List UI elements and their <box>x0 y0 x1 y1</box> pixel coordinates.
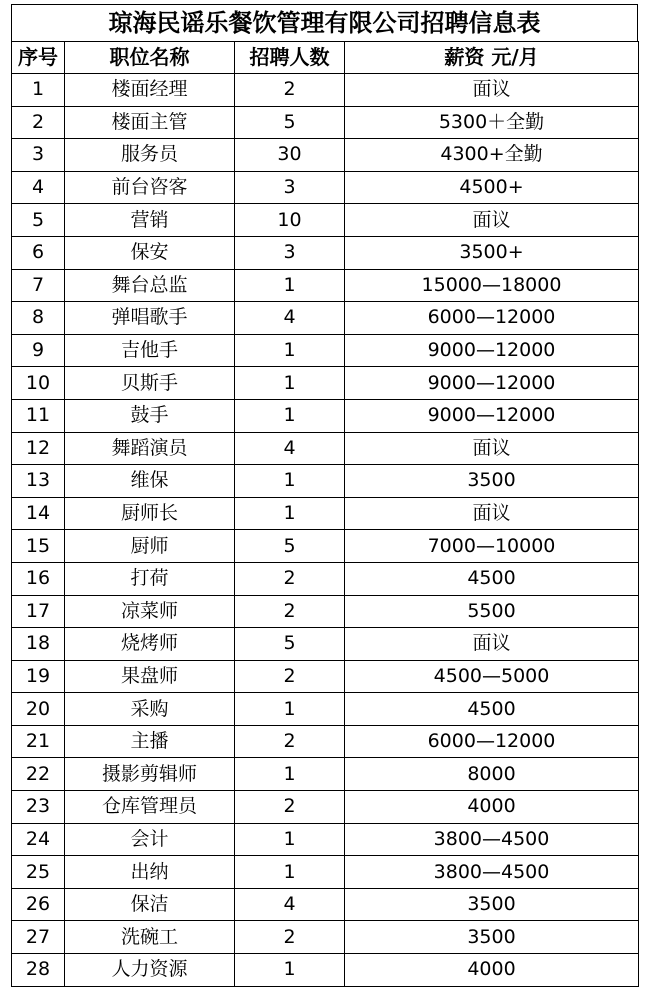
cell-salary: 6000—12000 <box>345 725 639 758</box>
cell-count: 1 <box>235 497 345 530</box>
cell-salary: 4500 <box>345 693 639 726</box>
sheet-title: 琼海民谣乐餐饮管理有限公司招聘信息表 <box>11 4 638 41</box>
cell-position: 舞蹈演员 <box>65 432 235 465</box>
cell-position: 楼面主管 <box>65 106 235 139</box>
table-row <box>12 530 639 563</box>
cell-count: 1 <box>235 399 345 432</box>
cell-position: 摄影剪辑师 <box>65 758 235 791</box>
cell-count: 2 <box>235 660 345 693</box>
cell-position: 会计 <box>65 823 235 856</box>
table-row <box>12 106 639 139</box>
cell-no: 15 <box>12 530 65 563</box>
cell-no: 21 <box>12 725 65 758</box>
cell-count: 30 <box>235 139 345 172</box>
cell-no: 9 <box>12 334 65 367</box>
cell-no: 8 <box>12 302 65 335</box>
table-row <box>12 888 639 921</box>
cell-no: 1 <box>12 74 65 107</box>
cell-position: 仓库管理员 <box>65 791 235 824</box>
cell-count: 5 <box>235 530 345 563</box>
cell-no: 3 <box>12 139 65 172</box>
header-salary: 薪资 元/月 <box>345 42 639 74</box>
cell-salary: 3800—4500 <box>345 856 639 889</box>
cell-count: 2 <box>235 791 345 824</box>
cell-position: 前台咨客 <box>65 171 235 204</box>
cell-no: 28 <box>12 954 65 987</box>
cell-position: 主播 <box>65 725 235 758</box>
cell-no: 26 <box>12 888 65 921</box>
cell-position: 厨师 <box>65 530 235 563</box>
table-row <box>12 367 639 400</box>
cell-count: 2 <box>235 725 345 758</box>
table-row <box>12 823 639 856</box>
table-row <box>12 139 639 172</box>
cell-no: 5 <box>12 204 65 237</box>
cell-position: 烧烤师 <box>65 628 235 661</box>
cell-salary: 4000 <box>345 954 639 987</box>
cell-no: 18 <box>12 628 65 661</box>
table-row <box>12 465 639 498</box>
recruitment-sheet <box>11 4 638 987</box>
cell-no: 17 <box>12 595 65 628</box>
cell-count: 4 <box>235 888 345 921</box>
cell-count: 3 <box>235 236 345 269</box>
table-row <box>12 921 639 954</box>
table-row <box>12 269 639 302</box>
cell-salary: 3500 <box>345 888 639 921</box>
cell-position: 果盘师 <box>65 660 235 693</box>
cell-position: 贝斯手 <box>65 367 235 400</box>
cell-position: 采购 <box>65 693 235 726</box>
cell-salary: 3800—4500 <box>345 823 639 856</box>
cell-no: 25 <box>12 856 65 889</box>
table-row <box>12 791 639 824</box>
cell-position: 人力资源 <box>65 954 235 987</box>
cell-position: 凉菜师 <box>65 595 235 628</box>
cell-salary: 5300＋全勤 <box>345 106 639 139</box>
cell-no: 14 <box>12 497 65 530</box>
table-row <box>12 497 639 530</box>
table-row <box>12 204 639 237</box>
cell-count: 1 <box>235 823 345 856</box>
cell-position: 舞台总监 <box>65 269 235 302</box>
cell-salary: 5500 <box>345 595 639 628</box>
table-row <box>12 334 639 367</box>
header-count: 招聘人数 <box>235 42 345 74</box>
cell-no: 2 <box>12 106 65 139</box>
cell-no: 19 <box>12 660 65 693</box>
cell-no: 11 <box>12 399 65 432</box>
table-row <box>12 74 639 107</box>
table-row <box>12 562 639 595</box>
cell-salary: 3500+ <box>345 236 639 269</box>
cell-salary: 4500+ <box>345 171 639 204</box>
header-position: 职位名称 <box>65 42 235 74</box>
cell-position: 洗碗工 <box>65 921 235 954</box>
table-row <box>12 954 639 987</box>
cell-no: 7 <box>12 269 65 302</box>
cell-salary: 面议 <box>345 628 639 661</box>
cell-salary: 面议 <box>345 432 639 465</box>
cell-salary: 面议 <box>345 497 639 530</box>
cell-count: 10 <box>235 204 345 237</box>
cell-salary: 6000—12000 <box>345 302 639 335</box>
cell-salary: 4000 <box>345 791 639 824</box>
cell-salary: 3500 <box>345 921 639 954</box>
cell-salary: 9000—12000 <box>345 367 639 400</box>
cell-salary: 4300+全勤 <box>345 139 639 172</box>
cell-count: 1 <box>235 758 345 791</box>
cell-count: 2 <box>235 595 345 628</box>
table-row <box>12 432 639 465</box>
cell-salary: 9000—12000 <box>345 334 639 367</box>
table-row <box>12 758 639 791</box>
cell-count: 3 <box>235 171 345 204</box>
cell-salary: 9000—12000 <box>345 399 639 432</box>
cell-count: 5 <box>235 628 345 661</box>
cell-position: 弹唱歌手 <box>65 302 235 335</box>
cell-count: 2 <box>235 921 345 954</box>
cell-position: 营销 <box>65 204 235 237</box>
table-row <box>12 725 639 758</box>
cell-no: 12 <box>12 432 65 465</box>
cell-no: 23 <box>12 791 65 824</box>
cell-position: 打荷 <box>65 562 235 595</box>
table-row <box>12 595 639 628</box>
table-row <box>12 236 639 269</box>
cell-count: 1 <box>235 334 345 367</box>
table-row <box>12 660 639 693</box>
cell-count: 5 <box>235 106 345 139</box>
cell-no: 24 <box>12 823 65 856</box>
table-row <box>12 171 639 204</box>
cell-count: 1 <box>235 954 345 987</box>
cell-count: 2 <box>235 74 345 107</box>
cell-no: 10 <box>12 367 65 400</box>
cell-count: 1 <box>235 367 345 400</box>
cell-position: 厨师长 <box>65 497 235 530</box>
cell-no: 13 <box>12 465 65 498</box>
cell-position: 鼓手 <box>65 399 235 432</box>
cell-no: 4 <box>12 171 65 204</box>
cell-count: 1 <box>235 269 345 302</box>
recruitment-table <box>11 41 639 987</box>
cell-no: 6 <box>12 236 65 269</box>
table-row <box>12 302 639 335</box>
cell-count: 1 <box>235 465 345 498</box>
cell-no: 22 <box>12 758 65 791</box>
cell-count: 4 <box>235 302 345 335</box>
cell-count: 1 <box>235 856 345 889</box>
cell-salary: 面议 <box>345 204 639 237</box>
table-row <box>12 628 639 661</box>
cell-salary: 4500 <box>345 562 639 595</box>
table-row <box>12 856 639 889</box>
cell-salary: 7000—10000 <box>345 530 639 563</box>
header-no: 序号 <box>12 42 65 74</box>
cell-position: 楼面经理 <box>65 74 235 107</box>
cell-position: 保安 <box>65 236 235 269</box>
header-row <box>12 42 639 74</box>
cell-no: 20 <box>12 693 65 726</box>
cell-salary: 4500—5000 <box>345 660 639 693</box>
cell-salary: 15000—18000 <box>345 269 639 302</box>
cell-count: 1 <box>235 693 345 726</box>
cell-no: 16 <box>12 562 65 595</box>
cell-position: 保洁 <box>65 888 235 921</box>
cell-position: 服务员 <box>65 139 235 172</box>
cell-position: 出纳 <box>65 856 235 889</box>
cell-count: 2 <box>235 562 345 595</box>
cell-salary: 8000 <box>345 758 639 791</box>
table-row <box>12 399 639 432</box>
cell-salary: 3500 <box>345 465 639 498</box>
cell-position: 吉他手 <box>65 334 235 367</box>
cell-no: 27 <box>12 921 65 954</box>
cell-count: 4 <box>235 432 345 465</box>
cell-salary: 面议 <box>345 74 639 107</box>
table-row <box>12 693 639 726</box>
cell-position: 维保 <box>65 465 235 498</box>
